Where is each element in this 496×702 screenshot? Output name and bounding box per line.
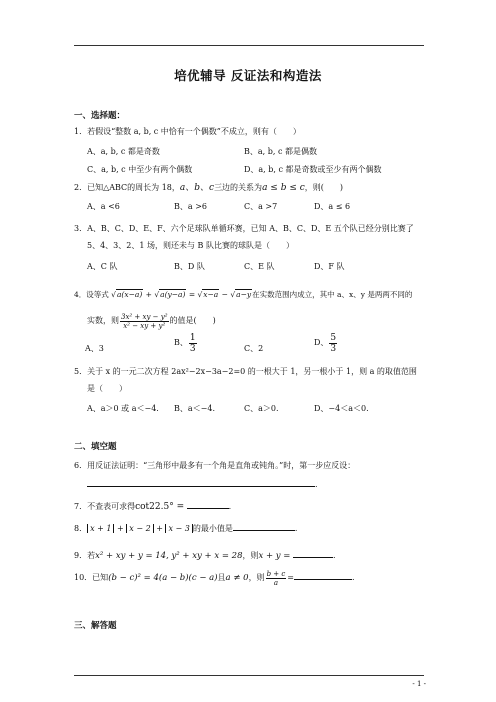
q4-line2 (87, 310, 216, 332)
q8-abs-2: x − 2 (126, 524, 153, 533)
q4-fraction-num: 3x² + xy − y² (121, 312, 168, 321)
q5-line1: 5．关于 x 的一元二次方程 2ax²−2x−3a−2=0 的一根大于 1，另一根小于 1，则 a 的取值范围 (74, 367, 417, 376)
q10-end: . (351, 573, 355, 582)
q4-radical-4: a−y (236, 290, 252, 299)
section-heading-choice: 一、选择题： (74, 111, 126, 121)
q6-end: . (315, 480, 318, 489)
q2-option-c: C、a >7 (244, 202, 278, 211)
q4-option-d (314, 333, 338, 354)
page-title: 培优辅导 反证法和构造法 (174, 68, 322, 83)
q3-option-c: C、E 队 (244, 262, 275, 271)
q4-radical-1: a(x−a) (116, 290, 143, 299)
q7-expr: cot22.5° = (135, 502, 185, 512)
q8-end: . (294, 524, 298, 533)
section-heading-fill: 二、填空题 (74, 442, 117, 452)
q4-post: 在实数范围内成立，其中 a、x、y 是两两不同的 (252, 290, 413, 299)
q2-stem-rel: a ≤ b ≤ c (262, 183, 305, 193)
section-heading-solve: 三、解答题 (74, 621, 117, 631)
q1-stem: 1．若假设“整数 a, b, c 中恰有一个偶数”不成立，则有（ ） (74, 127, 301, 136)
q10 (74, 567, 355, 589)
q3-option-a: A、C 队 (87, 262, 118, 271)
q6-answer-line (87, 478, 318, 490)
q1-option-d: D、a, b, c 都是奇数或至少有两个偶数 (244, 165, 382, 174)
q4-option-b-den: 3 (189, 344, 196, 354)
q3-line2: 5、4、3、2、1 场，则还未与 B 队比赛的球队是（ ） (87, 241, 294, 250)
q4-option-c: C、2 (244, 344, 264, 353)
q2-stem-pre: 2．已知△ABC的周长为 18， (74, 183, 180, 192)
q3-line1: 3．A、B、C、D、E、F、六个足球队单循环赛，已知 A、B、C、D、E 五个队已经分别比赛了 (74, 224, 414, 233)
q2-stem-mid: 三边的关系为 (214, 183, 263, 192)
q8-post: 的最小值是 (192, 524, 233, 533)
q8: 8． x + 1 + x − 2 + x − 3 的最小值是 . (74, 524, 298, 533)
q4-option-a: A、3 (85, 344, 104, 353)
q10-answer-blank (294, 571, 352, 580)
q8-abs-3: x − 3 (165, 524, 192, 533)
q4-line2-post: 的值是( ) (169, 316, 216, 325)
q4-option-b-num: 1 (189, 333, 196, 343)
q10-mid: 且 (217, 573, 226, 582)
q4-option-b-fraction (189, 333, 197, 354)
q1-option-a: A、a, b, c 都是奇数 (87, 147, 160, 156)
q9 (74, 549, 336, 562)
q3-option-b: B、D 队 (174, 262, 205, 271)
q10-expr2: a ≠ 0 (225, 573, 249, 583)
q4-fraction (120, 313, 169, 330)
q8-pre: 8． (74, 524, 88, 533)
q4-radical-2: a(y−a) (160, 290, 186, 299)
q2-stem-vars: a、b、c (179, 183, 215, 193)
q9-pre: 9．若 (74, 551, 96, 560)
q7-end: . (228, 502, 232, 511)
q4-option-b-label: B、 (174, 338, 188, 347)
q4-radical-3: x−a (203, 290, 219, 299)
q10-fraction-den: a (273, 578, 279, 587)
q9-end: . (332, 551, 336, 560)
q9-expr: x² + xy + y = 14, y² + xy + x = 28 (95, 551, 243, 561)
q5-option-a: A、a＞0 或 a＜−4. (87, 404, 159, 413)
q10-fraction-num: b + c (266, 569, 286, 578)
q2-stem (74, 182, 343, 194)
q2-option-d: D、a ≤ 6 (314, 202, 351, 211)
q2-option-b: B、a >6 (174, 202, 207, 211)
q5-line2: 是（ ） (87, 384, 127, 393)
q4-option-d-label: D、 (314, 338, 329, 347)
q4-option-d-fraction (329, 333, 337, 354)
q4-pre: 4．设等式 (74, 290, 109, 299)
q10-pre: 10．已知 (74, 573, 109, 582)
q5-option-b: B、a＜−4. (174, 404, 215, 413)
q7-pre: 7．不查表可求得 (74, 502, 136, 511)
q10-eq: = (287, 573, 294, 582)
q1-option-c: C、a, b, c 中至少有两个偶数 (87, 165, 193, 174)
q9-answer-blank (293, 549, 333, 558)
q1-option-b: B、a, b, c 都是偶数 (244, 147, 317, 156)
q9-expr2: x + y = (258, 551, 291, 561)
q5-option-d: D、−4＜a＜0. (314, 404, 369, 413)
q2-option-a: A、a <6 (87, 202, 120, 211)
q8-answer-blank (233, 522, 295, 531)
q4-fraction-den: x² − xy + y² (123, 321, 166, 330)
top-rule (74, 45, 424, 46)
q7-answer-blank (187, 500, 229, 509)
bottom-rule (74, 675, 424, 676)
q10-mid2: ，则 (248, 573, 265, 582)
q10-fraction (266, 570, 287, 587)
q4-option-b (174, 333, 198, 354)
q10-expr: (b − c)² = 4(a − b)(c − a) (108, 573, 218, 583)
q6-stem: 6．用反证法证明：“三角形中最多有一个角是直角或钝角。”时，第一步应反设： (74, 461, 356, 470)
q3-option-d: D、F 队 (314, 262, 345, 271)
q5-option-c: C、a＞0. (244, 404, 279, 413)
q6-answer-blank (87, 478, 315, 487)
q9-mid: ，则 (242, 551, 259, 560)
q7 (74, 500, 231, 513)
q4-line1: 4．设等式 √a(x−a) + √a(y−a) = √x−a − √a−y在实数范围内成立，其中 a、x、y 是两两不同的 (74, 290, 413, 299)
q8-abs-1: x + 1 (87, 524, 114, 533)
q2-stem-post: ，则( ) (304, 183, 344, 192)
page-number: - 1 - (412, 680, 426, 688)
q4-option-d-num: 5 (330, 333, 337, 343)
q4-option-d-den: 3 (330, 344, 337, 354)
q4-line2-pre: 实数，则 (87, 316, 119, 325)
